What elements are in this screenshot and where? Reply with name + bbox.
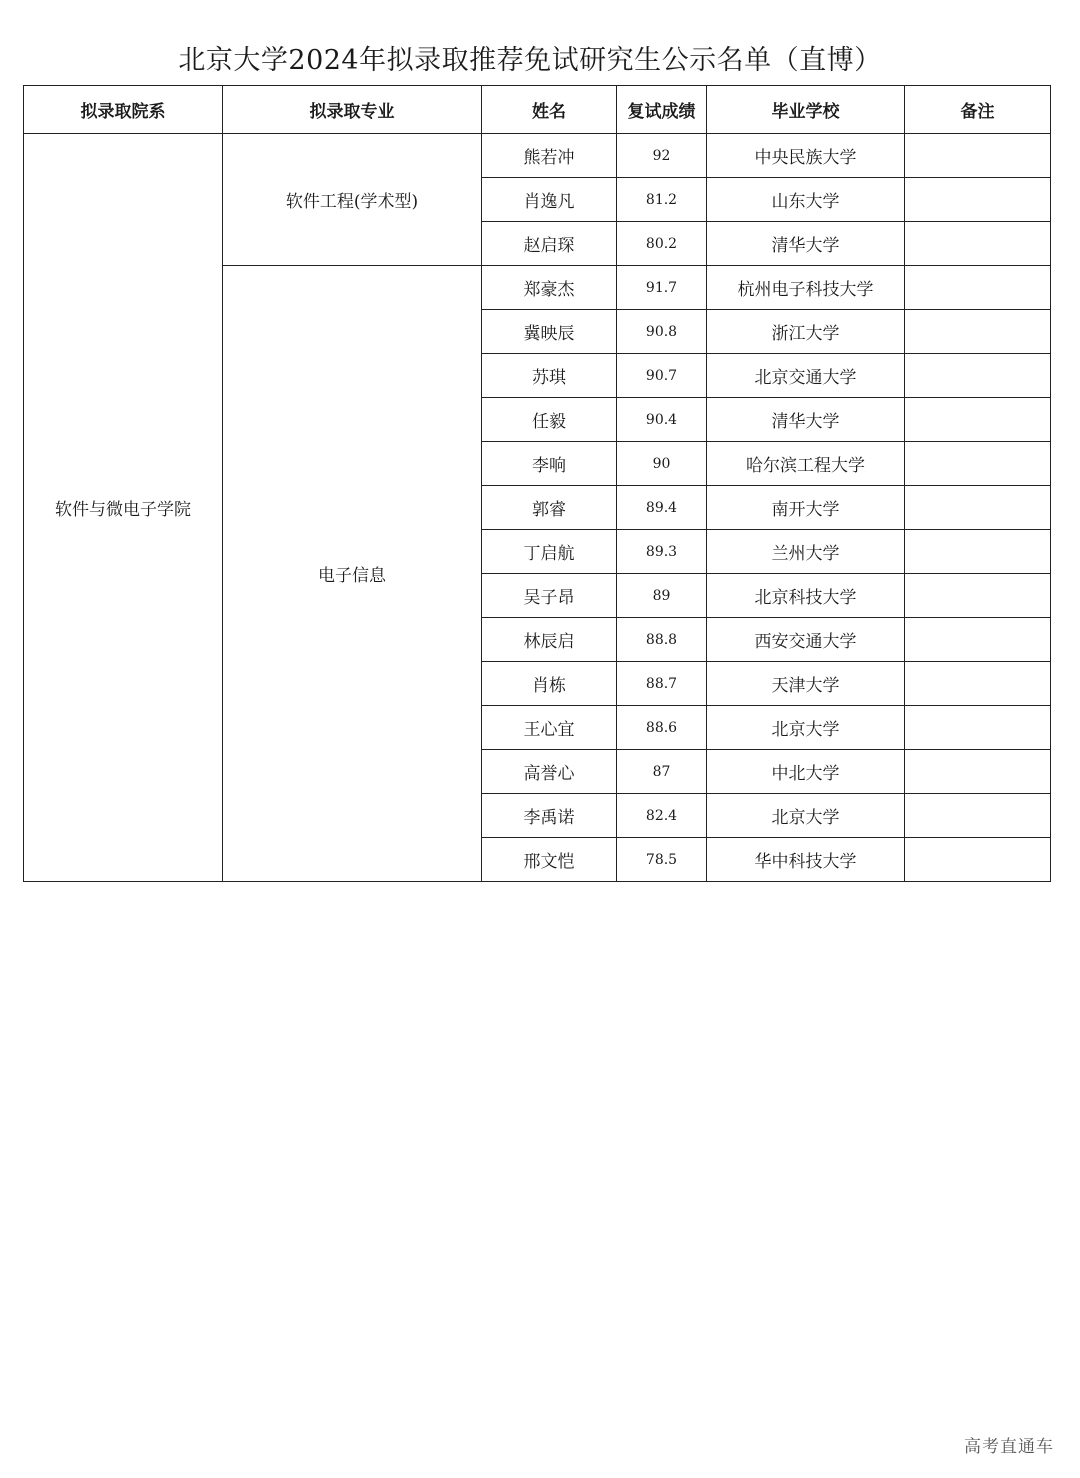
major-cell: 电子信息	[223, 266, 482, 882]
school-cell: 华中科技大学	[707, 838, 905, 882]
remark-cell	[905, 794, 1051, 838]
score-cell: 80.2	[617, 222, 707, 266]
school-cell: 中北大学	[707, 750, 905, 794]
score-cell: 82.4	[617, 794, 707, 838]
score-cell: 81.2	[617, 178, 707, 222]
header-score: 复试成绩	[617, 86, 707, 134]
school-cell: 杭州电子科技大学	[707, 266, 905, 310]
school-cell: 北京科技大学	[707, 574, 905, 618]
remark-cell	[905, 618, 1051, 662]
watermark: 高考直通车	[964, 1437, 1054, 1457]
remark-cell	[905, 574, 1051, 618]
table-body	[24, 134, 1051, 882]
remark-cell	[905, 354, 1051, 398]
score-cell: 88.7	[617, 662, 707, 706]
score-cell: 90.7	[617, 354, 707, 398]
student-name-cell: 郭睿	[482, 486, 617, 530]
major-cell: 软件工程(学术型)	[223, 134, 482, 266]
score-cell: 78.5	[617, 838, 707, 882]
student-name-cell: 赵启琛	[482, 222, 617, 266]
header-name: 姓名	[482, 86, 617, 134]
school-cell: 兰州大学	[707, 530, 905, 574]
school-cell: 中央民族大学	[707, 134, 905, 178]
department-cell: 软件与微电子学院	[24, 134, 223, 882]
school-cell: 哈尔滨工程大学	[707, 442, 905, 486]
header-remark: 备注	[905, 86, 1051, 134]
remark-cell	[905, 222, 1051, 266]
school-cell: 山东大学	[707, 178, 905, 222]
remark-cell	[905, 706, 1051, 750]
remark-cell	[905, 838, 1051, 882]
remark-cell	[905, 442, 1051, 486]
remark-cell	[905, 750, 1051, 794]
remark-cell	[905, 310, 1051, 354]
remark-cell	[905, 662, 1051, 706]
student-name-cell: 邢文恺	[482, 838, 617, 882]
score-cell: 87	[617, 750, 707, 794]
header-major: 拟录取专业	[223, 86, 482, 134]
score-cell: 90.4	[617, 398, 707, 442]
school-cell: 北京交通大学	[707, 354, 905, 398]
score-cell: 90	[617, 442, 707, 486]
admission-table	[23, 85, 1051, 882]
table-header-row	[24, 86, 1051, 134]
school-cell: 北京大学	[707, 794, 905, 838]
score-cell: 89.3	[617, 530, 707, 574]
student-name-cell: 高誉心	[482, 750, 617, 794]
student-name-cell: 林辰启	[482, 618, 617, 662]
student-name-cell: 苏琪	[482, 354, 617, 398]
remark-cell	[905, 398, 1051, 442]
table-row	[24, 134, 1051, 178]
school-cell: 南开大学	[707, 486, 905, 530]
student-name-cell: 冀映辰	[482, 310, 617, 354]
student-name-cell: 郑豪杰	[482, 266, 617, 310]
remark-cell	[905, 486, 1051, 530]
remark-cell	[905, 178, 1051, 222]
school-cell: 西安交通大学	[707, 618, 905, 662]
student-name-cell: 肖逸凡	[482, 178, 617, 222]
school-cell: 北京大学	[707, 706, 905, 750]
school-cell: 清华大学	[707, 398, 905, 442]
student-name-cell: 李禹诺	[482, 794, 617, 838]
score-cell: 90.8	[617, 310, 707, 354]
student-name-cell: 吴子昂	[482, 574, 617, 618]
header-department: 拟录取院系	[24, 86, 223, 134]
student-name-cell: 肖栋	[482, 662, 617, 706]
score-cell: 88.8	[617, 618, 707, 662]
score-cell: 89.4	[617, 486, 707, 530]
school-cell: 清华大学	[707, 222, 905, 266]
score-cell: 92	[617, 134, 707, 178]
remark-cell	[905, 134, 1051, 178]
student-name-cell: 王心宜	[482, 706, 617, 750]
page-title: 北京大学2024年拟录取推荐免试研究生公示名单（直博）	[178, 45, 882, 76]
student-name-cell: 丁启航	[482, 530, 617, 574]
score-cell: 88.6	[617, 706, 707, 750]
header-school: 毕业学校	[707, 86, 905, 134]
student-name-cell: 李响	[482, 442, 617, 486]
remark-cell	[905, 530, 1051, 574]
score-cell: 89	[617, 574, 707, 618]
school-cell: 天津大学	[707, 662, 905, 706]
remark-cell	[905, 266, 1051, 310]
score-cell: 91.7	[617, 266, 707, 310]
student-name-cell: 熊若冲	[482, 134, 617, 178]
school-cell: 浙江大学	[707, 310, 905, 354]
student-name-cell: 任毅	[482, 398, 617, 442]
